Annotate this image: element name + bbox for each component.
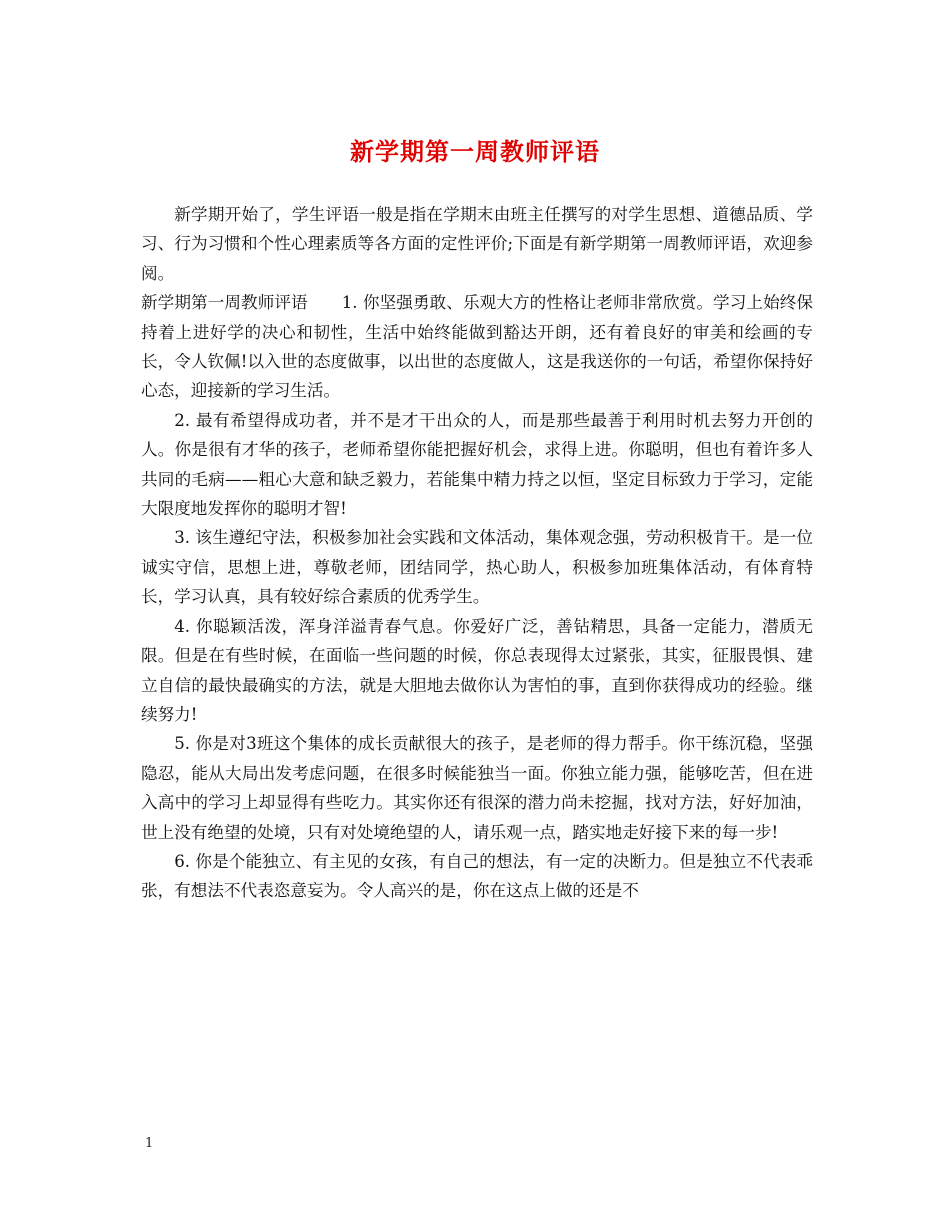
intro-paragraph: 新学期开始了，学生评语一般是指在学期末由班主任撰写的对学生思想、道德品质、学习、行为习惯和个性心理素质等各方面的定性评价;下面是有新学期第一周教师评语，欢迎参阅。	[141, 205, 813, 283]
comment-item-3: 3. 该生遵纪守法，积极参加社会实践和文体活动，集体观念强，劳动积极肯干。是一位诚实守信，思想上进，尊敬老师，团结同学，热心助人，积极参加班集体活动，有体育特长，学习认真，具有较好综合素质的优秀学生。	[141, 528, 813, 607]
document-title: 新学期第一周教师评语	[350, 137, 600, 166]
comment-item-5: 5. 你是对3班这个集体的成长贡献很大的孩子，是老师的得力帮手。你干练沉稳，坚强隐忍，能从大局出发考虑问题，在很多时候能独当一面。你独立能力强，能够吃苦，但在进入高中的学习上却显得有些吃力。其实你还有很深的潜力尚未挖掘，找对方法，好好加油，世上没有绝望的处境，只有对处境绝望的人，请乐观一点，踏实地走好接下来的每一步!	[141, 734, 813, 842]
comment-item-4: 4. 你聪颖活泼，浑身洋溢青春气息。你爱好广泛，善钻精思，具备一定能力，潜质无限。但是在有些时候，在面临一些问题的时候，你总表现得太过紧张，其实，征服畏惧、建立自信的最快最确实的方法，就是大胆地去做你认为害怕的事，直到你获得成功的经验。继续努力!	[141, 616, 813, 724]
section-label: 新学期第一周教师评语	[141, 293, 308, 313]
first-comment-paragraph	[141, 288, 813, 406]
comment-item-6: 6. 你是个能独立、有主见的女孩，有自己的想法，有一定的决断力。但是独立不代表乖张，有想法不代表恣意妄为。令人高兴的是，你在这点上做的还是不	[141, 851, 813, 901]
comment-item-1: 1. 你坚强勇敢、乐观大方的性格让老师非常欣赏。学习上始终保持着上进好学的决心和韧性，生活中始终能做到豁达开朗，还有着良好的审美和绘画的专长，令人钦佩!以入世的态度做事，以出世的态度做人，这是我送你的一句话，希望你保持好心态，迎接新的学习生活。	[141, 293, 814, 401]
document-body	[141, 200, 813, 906]
page-number: 1	[145, 1136, 154, 1151]
comment-item-2: 2. 最有希望得成功者，并不是才干出众的人，而是那些最善于利用时机去努力开创的人。你是很有才华的孩子，老师希望你能把握好机会，求得上进。你聪明，但也有着许多人共同的毛病——粗心大意和缺乏毅力，若能集中精力持之以恒，坚定目标致力于学习，定能大限度地发挥你的聪明才智!	[141, 410, 813, 519]
